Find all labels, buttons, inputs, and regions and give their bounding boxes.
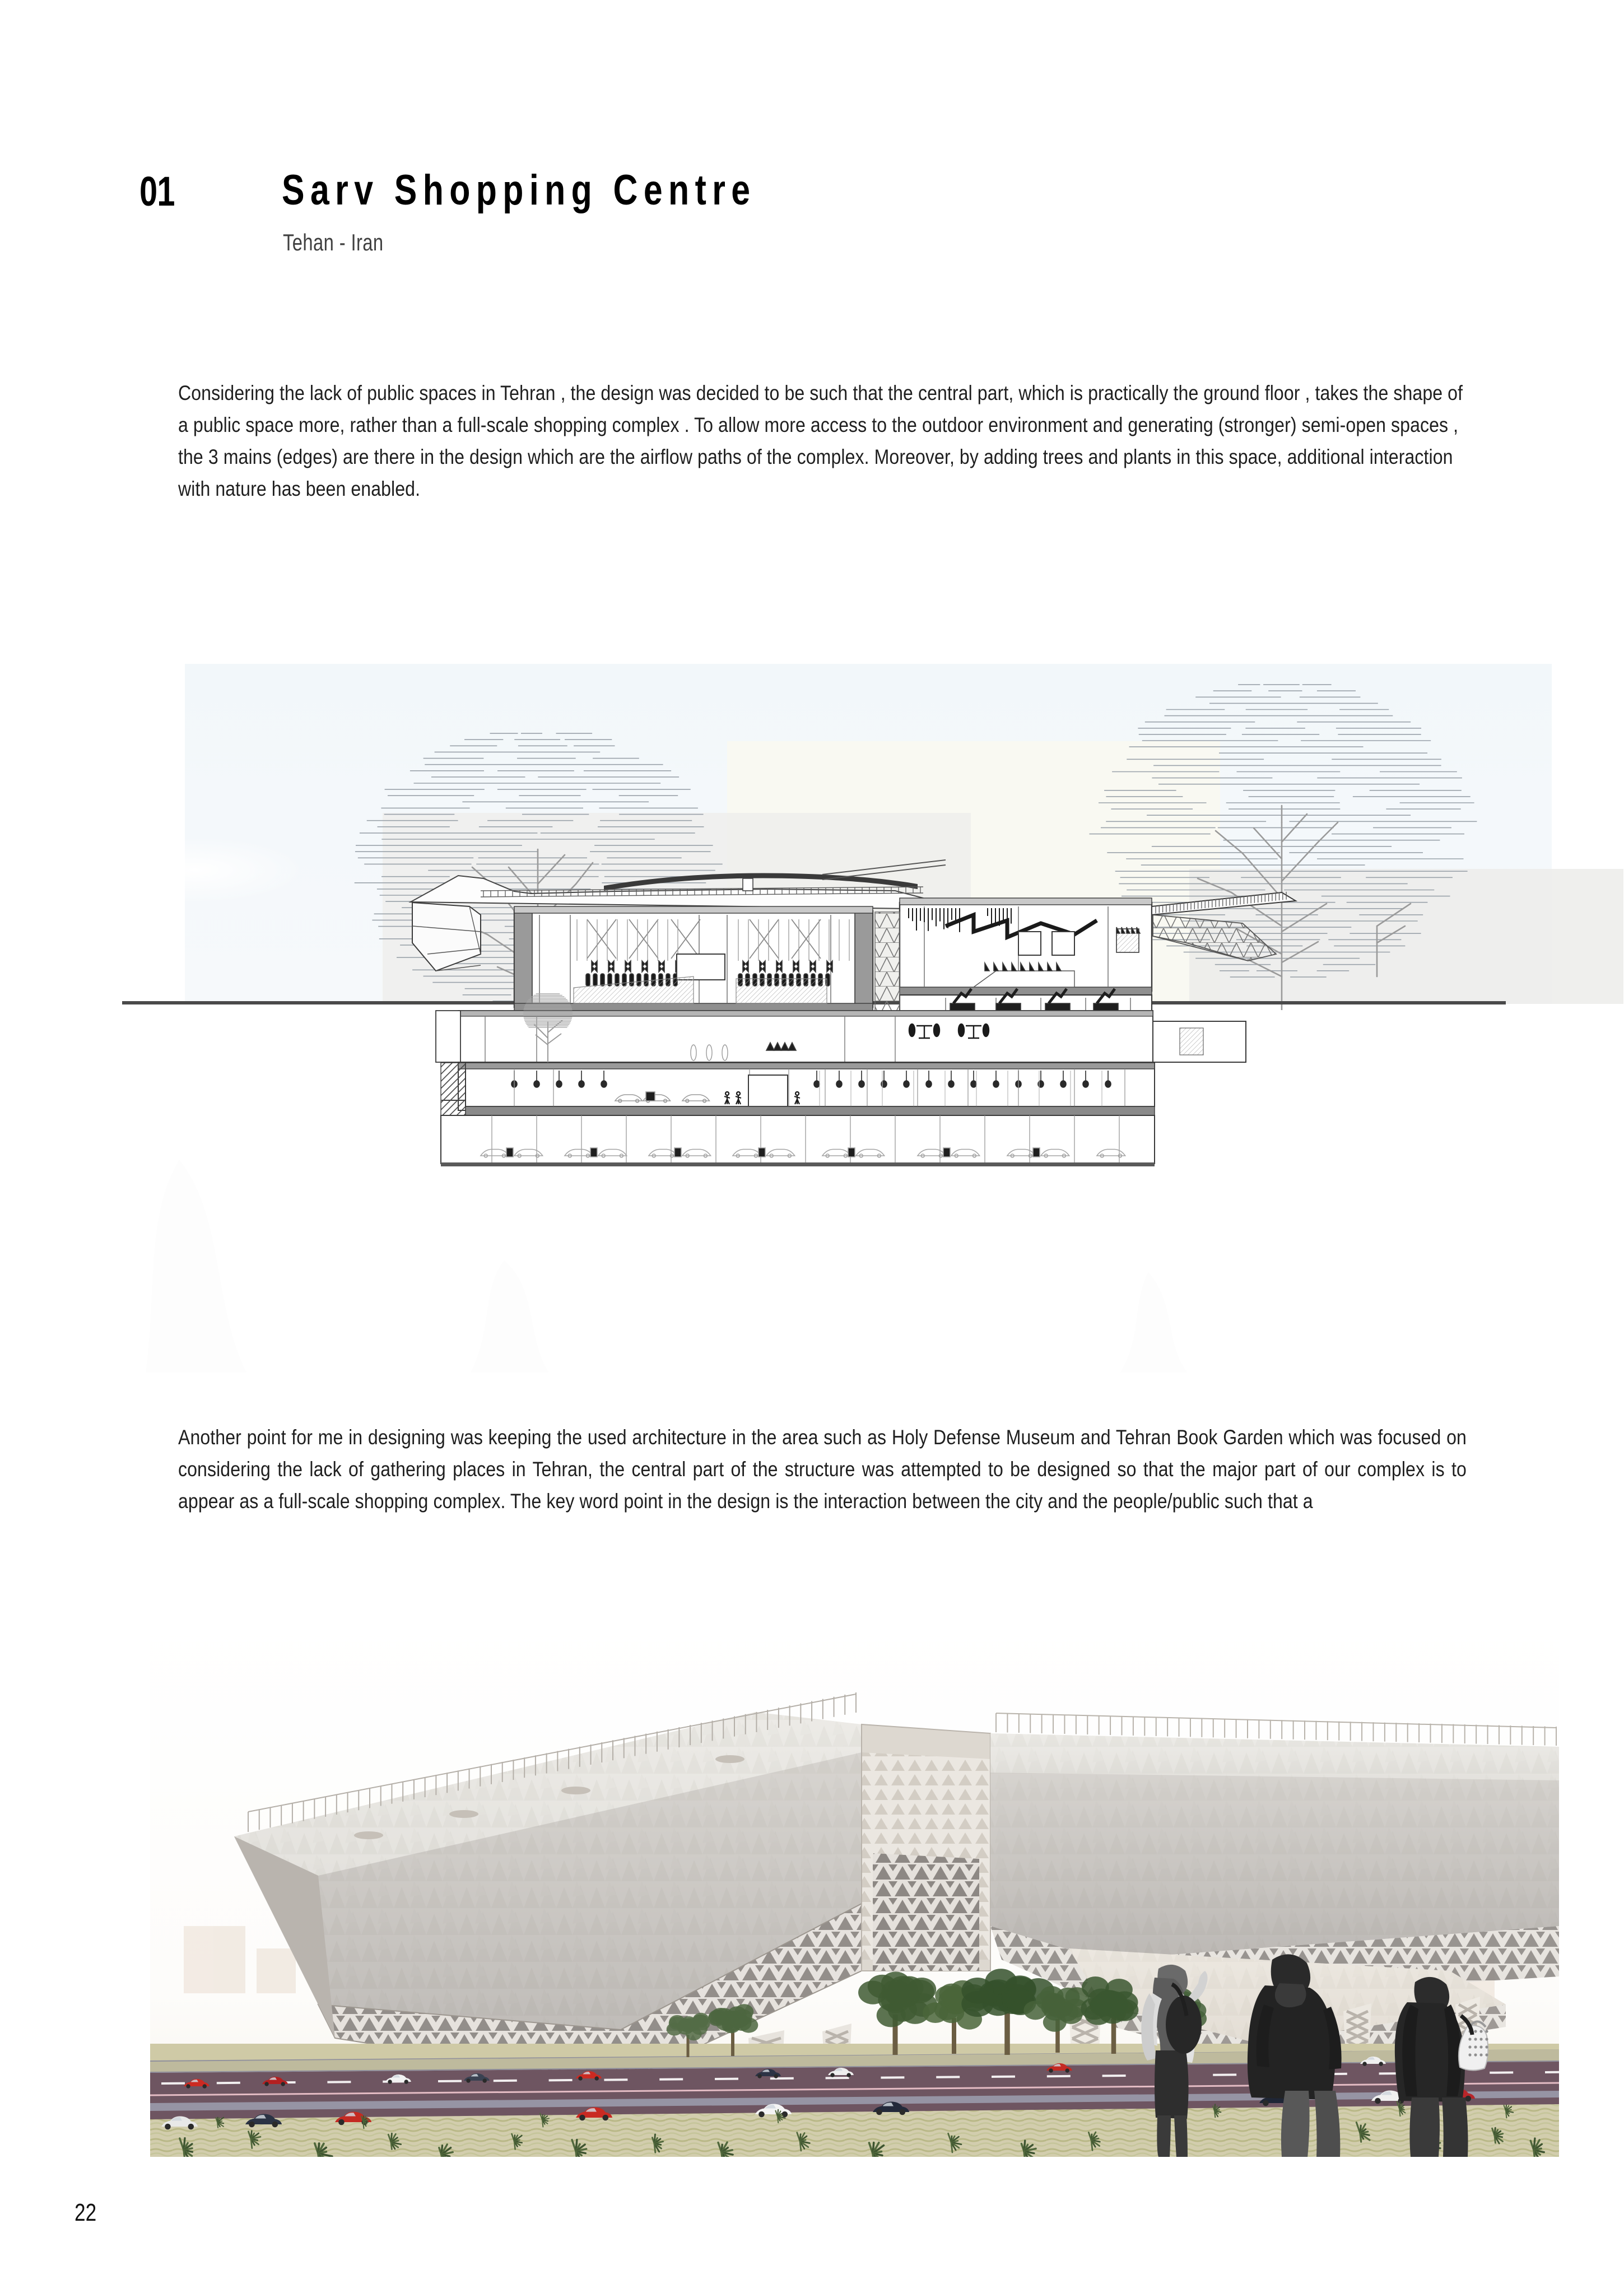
section-drawing-figure — [122, 652, 1506, 1111]
exterior-render-image — [150, 1612, 1559, 2157]
page-number: 22 — [75, 2199, 97, 2226]
basement-levels — [122, 1057, 1506, 1203]
building-section-drawing — [122, 652, 1506, 1111]
project-location: Tehan - Iran — [283, 229, 384, 255]
exterior-render-figure — [150, 1612, 1559, 2157]
description-paragraph-one: Considering the lack of public spaces in Tehran , the design was decided to be such that the central part, which is practically the ground floor , takes the shape of a public space more, rather than a full-scale shopping complex . To allow more access to the outdoor environment and generating (stronger) semi-open spaces , the 3 mains (edges) are there in the design which are the airflow paths of the complex. Moreover, by adding trees and plants in this space, additional interaction with nature has been enabled. — [178, 381, 1463, 500]
project-number: 01 — [139, 168, 175, 215]
page-title: Sarv Shopping Centre — [282, 166, 756, 214]
description-paragraph-two: Another point for me in designing was keeping the used architecture in the area such as Holy Defense Museum and Tehran Book Garden which was focused on considering the lack of gathering places in Tehran, the central part of the structure was attempted to be designed so that the major part of our complex is to appear as a full-scale shopping complex. The key word point in the design is the interaction between the city and the people/public such that a — [178, 1425, 1467, 1513]
